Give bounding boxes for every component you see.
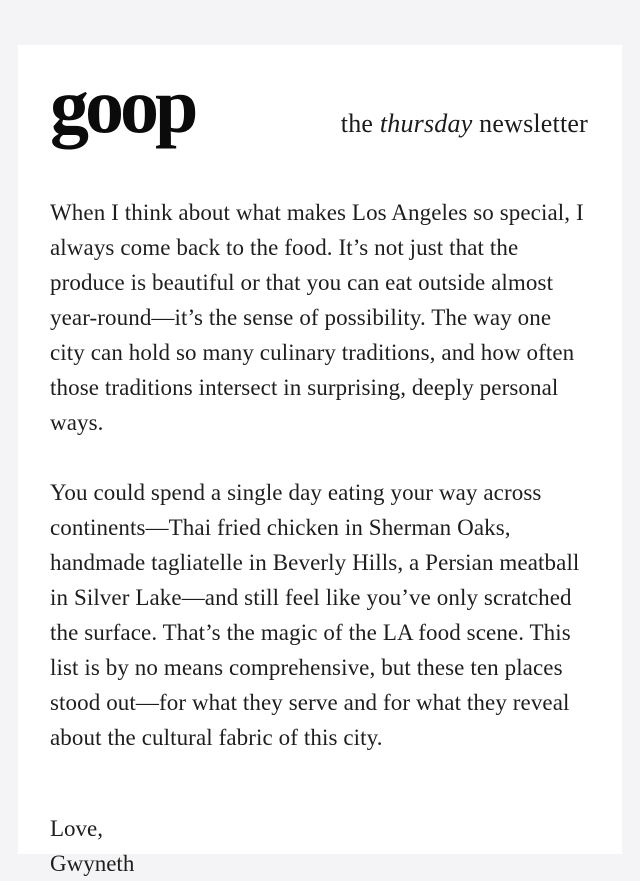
tagline-pre: the	[340, 109, 380, 138]
goop-logo[interactable]: goop	[50, 62, 195, 149]
signoff	[50, 811, 588, 881]
body-paragraph-intro: When I think about what makes Los Angeles so special, I always come back to the food. It’s not just that the produce is beautiful or that you can eat outside almost year-round—it’s the sense of possibility. The way one city can hold so many culinary traditions, and how often those traditions intersect in surprising, deeply personal ways.	[50, 200, 584, 435]
tagline-thursday-italic: thursday	[379, 109, 473, 138]
newsletter-tagline	[341, 109, 588, 139]
signoff-love: Love,	[50, 816, 104, 841]
newsletter-card	[18, 45, 622, 876]
signoff-gwyneth: Gwyneth	[50, 851, 135, 876]
newsletter-header	[50, 62, 588, 149]
tagline-post: newsletter	[472, 109, 588, 138]
body-paragraph-continents: You could spend a single day eating your way across continents—Thai fried chicken in Sherman Oaks, handmade tagliatelle in Beverly Hills, a Persian meatball in Silver Lake—and still feel like you’ve only scratched the surface. That’s the magic of the LA food scene. This list is by no means comprehensive, but these ten places stood out—for what they serve and for what they reveal about the cultural fabric of this city.	[50, 480, 580, 750]
newsletter-body	[50, 195, 588, 755]
